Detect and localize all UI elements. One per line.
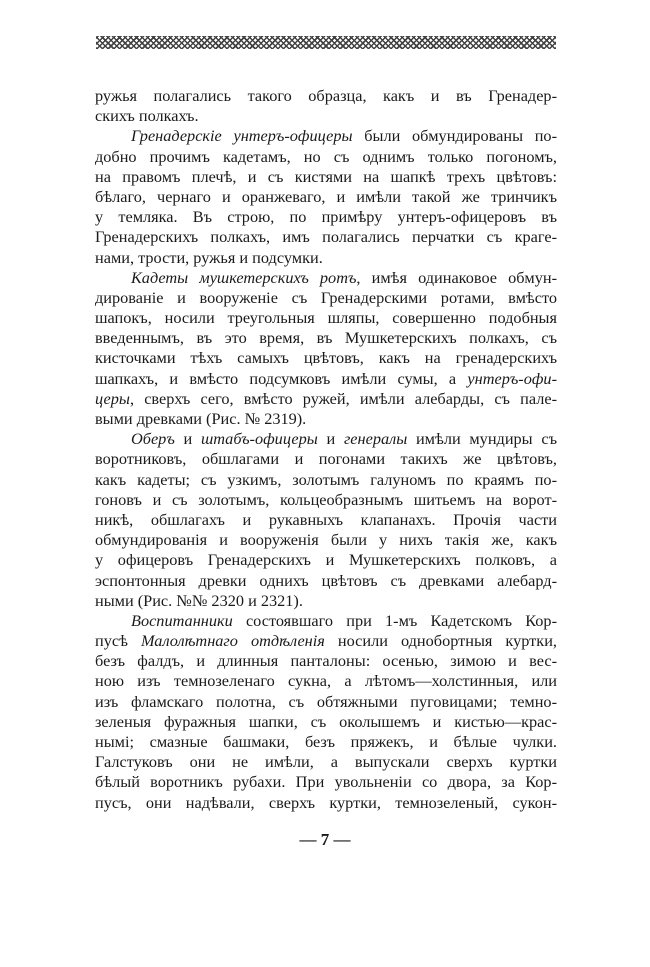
text-line [95,106,557,126]
italic-term: генералы [343,429,408,449]
text-line [95,369,557,389]
text-line [95,793,557,813]
text-segment: дированіе и вооруженіе съ Гренадерскими ротами, вмѣсто [95,287,557,307]
text-line [95,732,557,752]
text-line [95,611,557,631]
italic-term: Оберъ [131,429,175,449]
text-line [95,328,557,348]
text-segment: носили однобортныя куртки, [324,631,557,651]
italic-term: унтеръ-офи- [467,368,557,388]
text-segment: кисточками тѣхъ самыхъ цвѣтовъ, какъ на гренадерскихъ [95,348,557,368]
text-line [95,248,557,268]
text-segment: зеленыя фуражныя шапки, съ околышемъ и кистью—крас- [95,711,557,731]
text-line [95,389,557,409]
italic-term: штабъ-офицеры [200,429,318,449]
text-segment: ною изъ темнозеленаго сукна, а лѣтомъ—холстинныя, или [95,671,557,691]
text-segment: ружья полагались такого образца, какъ и въ Гренадер- [95,86,557,105]
text-line [95,752,557,772]
italic-term: церы [95,388,130,408]
text-segment: , сверхъ сего, вмѣсто ружей, имѣли алебарды, съ пале- [129,388,557,408]
text-segment: Галстуковъ они не имѣли, а выпускали сверхъ куртки [95,752,557,772]
text-segment: обмундированія и вооруженія были у нихъ такія же, какъ [95,530,557,550]
text-segment: ными (Рис. №№ 2320 и 2321). [95,590,303,610]
text-line [95,692,557,712]
italic-term: Гренадерскіе унтеръ-офицеры [131,126,353,146]
text-line [95,530,557,550]
text-segment: и [174,429,201,449]
text-line [95,631,557,651]
text-segment: гоновъ и съ золотымъ, кольцеобразнымъ шитьемъ на ворот- [95,489,557,509]
italic-term: Малолѣтнаго отдѣленія [140,631,325,651]
text-line [95,429,557,449]
text-line [95,147,557,167]
decorative-header-ornament [96,36,556,49]
text-line [95,490,557,510]
text-segment: на правомъ плечѣ, и съ кистями на шапкѣ трехъ цвѣтовъ: [95,166,557,186]
text-segment: никѣ, обшлагахъ и рукавныхъ клапанахъ. Прочія части [95,509,557,529]
text-line [95,227,557,247]
text-segment: безъ фалдъ, и длинныя панталоны: осенью, зимою и вес- [95,651,557,671]
text-segment: Гренадерскихъ полкахъ, имъ полагались перчатки съ краге- [95,227,557,247]
text-segment: шапокъ, носили треугольныя шляпы, совершенно подобныя [95,308,557,328]
text-segment: нымі; смазные башмаки, безъ пряжекъ, и бѣлые чулки. [95,732,557,751]
text-segment: состоявшаго при 1-мъ Кадетскомъ Кор- [232,610,557,630]
italic-term: Кадеты мушкетерскихъ ротъ [131,267,357,287]
text-segment: введеннымъ, въ это время, въ Мушкетерскихъ полкахъ, съ [95,328,557,348]
text-line [95,86,557,106]
text-segment: пусъ, они надѣвали, сверхъ куртки, темнозеленый, сукон- [95,792,557,812]
text-line [95,712,557,732]
italic-term: Воспитанники [131,610,233,630]
text-line [95,571,557,591]
text-segment: были обмундированы по- [352,126,557,146]
text-line [95,348,557,368]
text-segment: бѣлый воротникъ рубахи. При увольненіи со двора, за Кор- [95,772,557,792]
text-line [95,449,557,469]
text-segment: скихъ полкахъ. [95,106,199,126]
text-segment: какъ кадеты; съ узкимъ, золотымъ галуномъ по краямъ по- [95,469,557,489]
text-segment: выми древками (Рис. № 2319). [95,409,307,428]
text-line [95,207,557,227]
text-line [95,651,557,671]
text-line [95,550,557,570]
text-line [95,167,557,187]
text-line [95,187,557,207]
text-segment: добно прочимъ кадетамъ, но съ однимъ только погономъ, [95,146,557,166]
text-segment: эспонтонныя древки однихъ цвѣтовъ съ древками алебард- [95,570,557,590]
text-segment: у темляка. Въ строю, по примѣру унтеръ-офицеровъ въ [95,207,557,227]
text-segment: имѣли мундиры съ [407,429,557,449]
text-segment: и [317,429,344,449]
text-line [95,288,557,308]
text-line [95,470,557,490]
text-line [95,308,557,328]
text-segment: нами, трости, ружья и подсумки. [95,247,323,267]
text-segment: изъ фламскаго полотна, съ обтяжными пуговицами; темно- [95,691,557,711]
text-line [95,591,557,611]
text-segment: бѣлаго, чернаго и оранжеваго, и имѣли такой же тринчикъ [95,186,557,206]
text-segment: у офицеровъ Гренадерскихъ и Мушкетерскихъ полковъ, а [95,550,557,570]
text-segment: воротниковъ, обшлагами и погонами такихъ же цвѣтовъ, [95,449,557,469]
page-number: — 7 — [299,830,351,849]
text-line [95,409,557,429]
text-line [95,510,557,530]
page-body-text [95,86,557,813]
text-line [95,268,557,288]
text-segment: пусѣ [95,631,141,651]
text-line [95,126,557,146]
text-line [95,772,557,792]
text-segment: , имѣя одинаковое обмун- [356,267,557,287]
text-line [95,671,557,691]
text-segment: шапкахъ, и вмѣсто подсумковъ имѣли сумы, а [95,368,468,388]
